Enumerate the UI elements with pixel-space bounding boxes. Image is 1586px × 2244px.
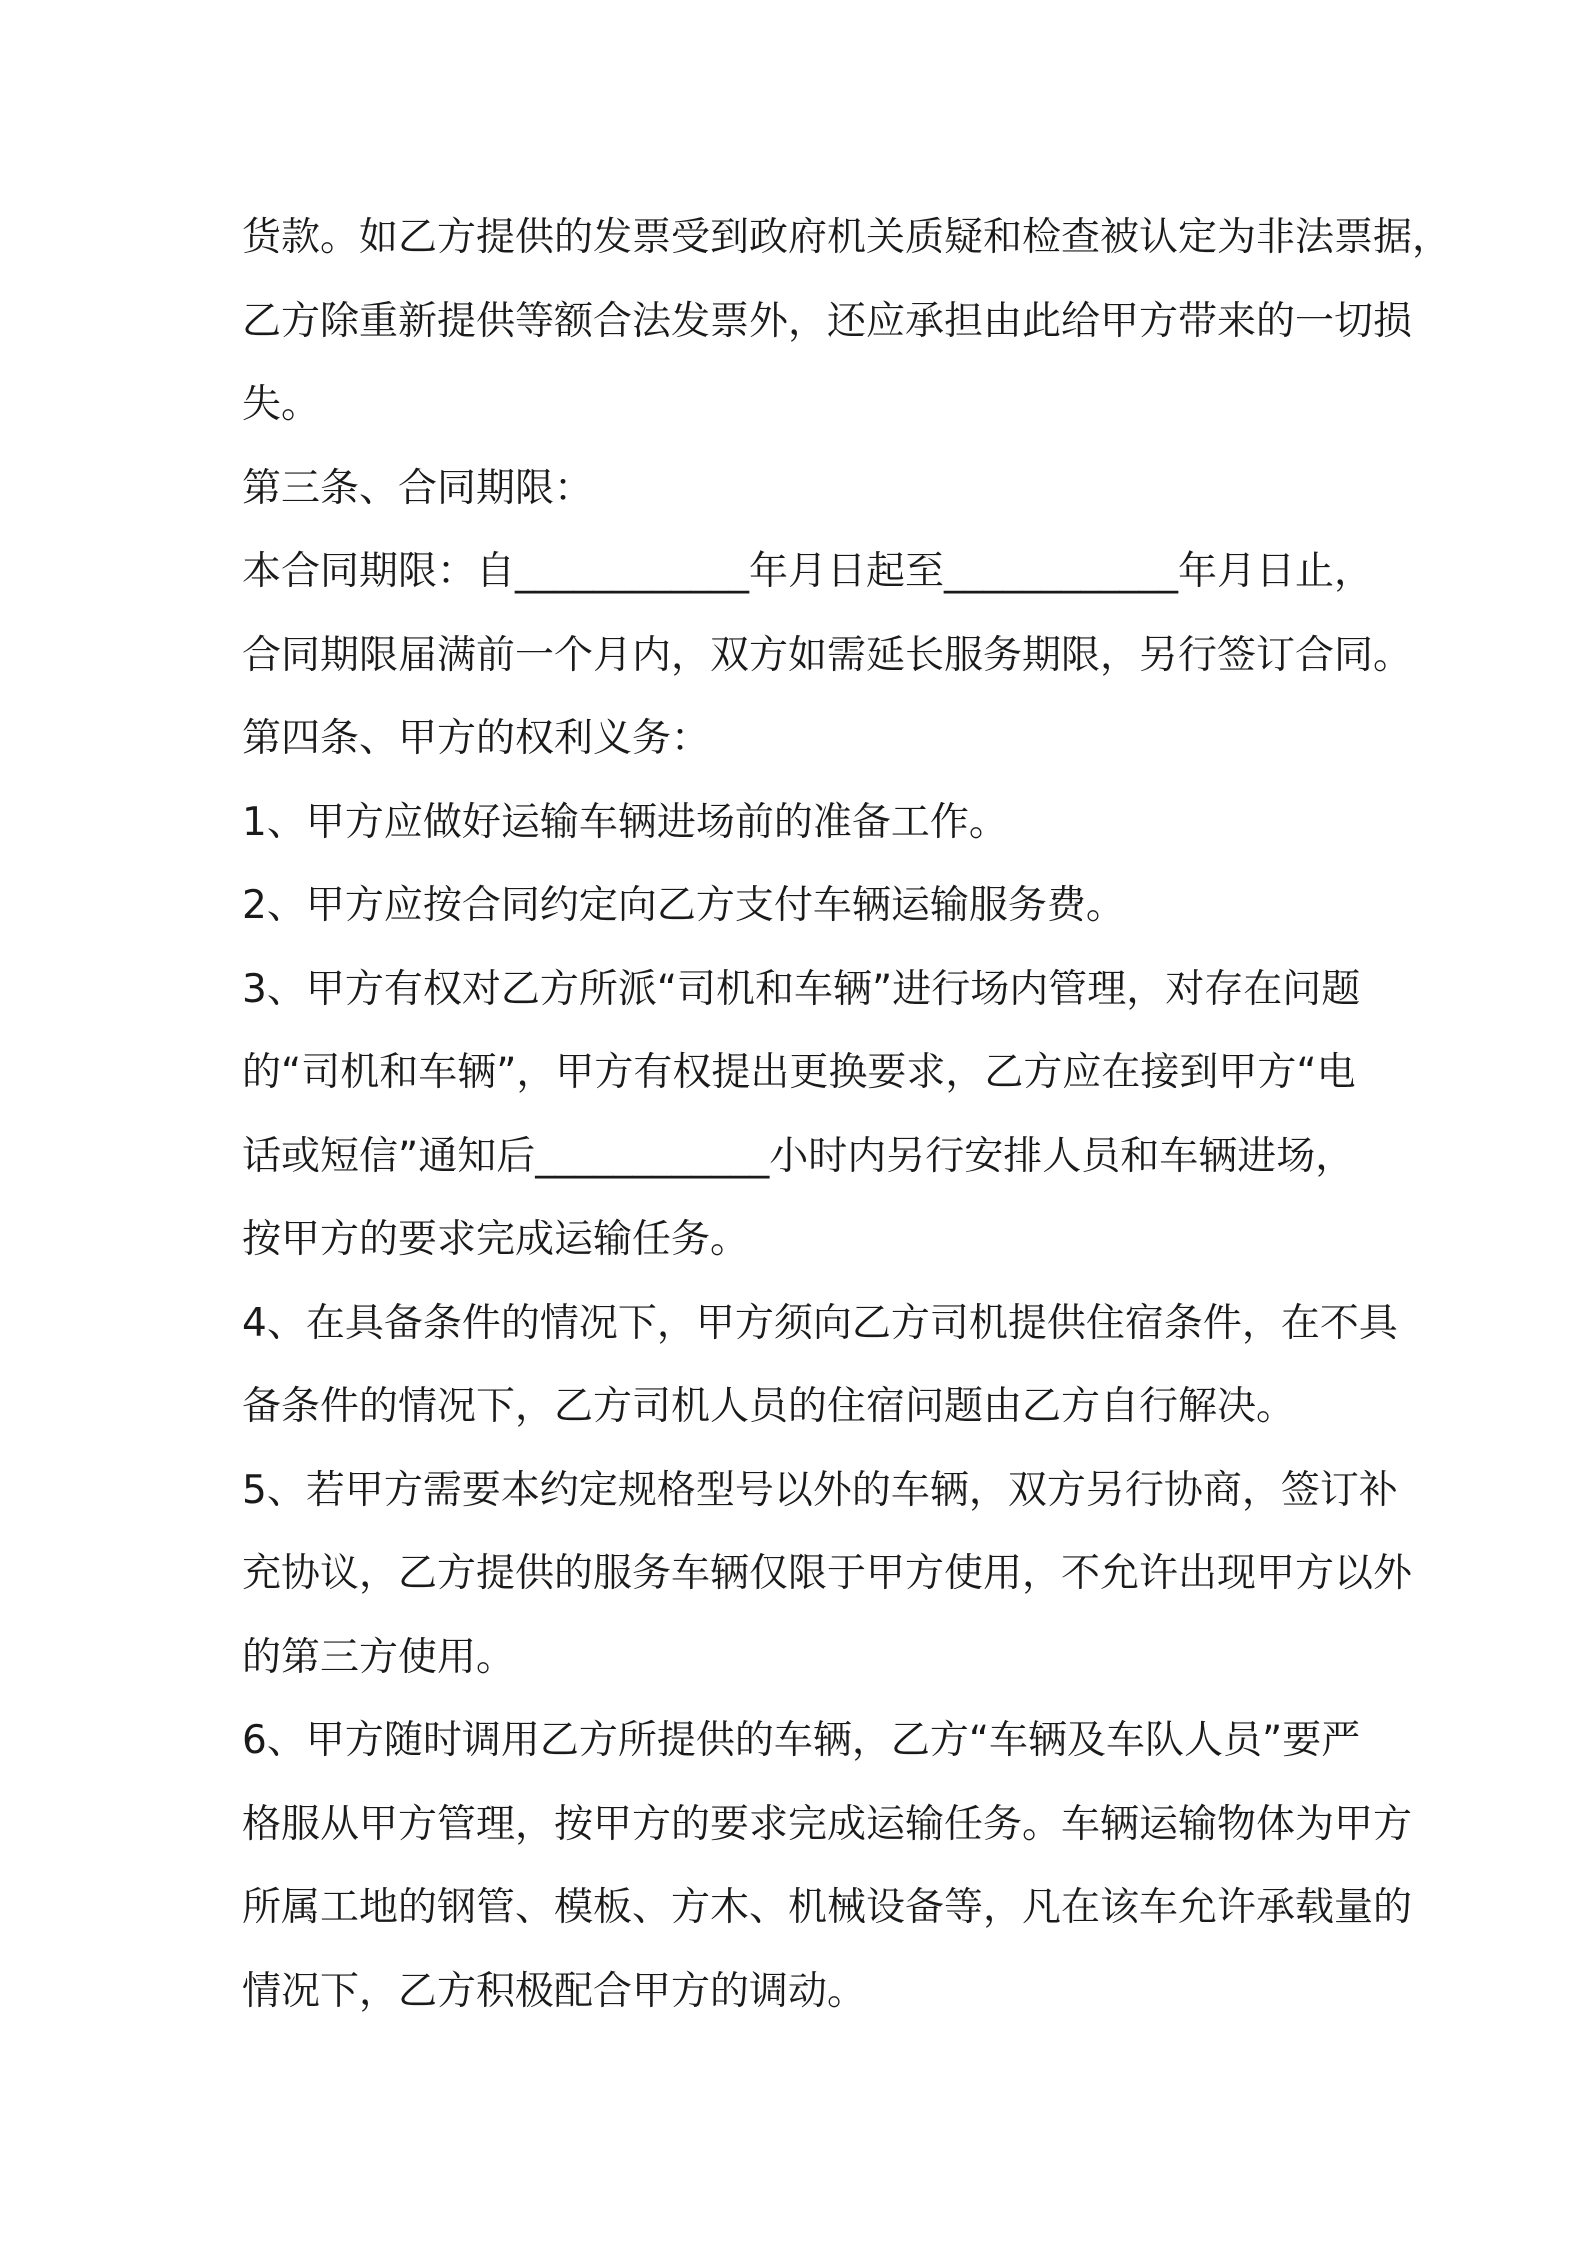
text-line: 本合同期限：自____________年月日起至____________年月日止， <box>242 549 1374 594</box>
text-line: 备条件的情况下，乙方司机人员的住宿问题由乙方自行解决。 <box>242 1384 1296 1429</box>
text-line: 失。 <box>242 382 321 427</box>
contract-text-body <box>242 196 1452 2033</box>
text-line: 乙方除重新提供等额合法发票外，还应承担由此给甲方带来的一切损 <box>242 298 1413 344</box>
clause-item-1: 1、甲方应做好运输车辆进场前的准备工作。 <box>242 799 1008 845</box>
clause-item-6: 6、甲方随时调用乙方所提供的车辆，乙方“车辆及车队人员”要严 <box>242 1718 1361 1763</box>
text-line: 的第三方使用。 <box>242 1634 516 1680</box>
text-line: 充协议，乙方提供的服务车辆仅限于甲方使用，不允许出现甲方以外 <box>242 1551 1413 1596</box>
clause-item-2: 2、甲方应按合同约定向乙方支付车辆运输服务费。 <box>242 883 1125 928</box>
text-line: 所属工地的钢管、模板、方木、机械设备等，凡在该车允许承载量的 <box>242 1885 1413 1930</box>
section-heading-article-3: 第三条、合同期限： <box>242 465 594 511</box>
text-line: 情况下，乙方积极配合甲方的调动。 <box>242 1968 867 2014</box>
text-line: 话或短信”通知后____________小时内另行安排人员和车辆进场， <box>242 1133 1355 1179</box>
text-line: 按甲方的要求完成运输任务。 <box>242 1217 750 1262</box>
text-line: 货款。如乙方提供的发票受到政府机关质疑和检查被认定为非法票据， <box>242 215 1452 260</box>
text-line: 合同期限届满前一个月内，双方如需延长服务期限，另行签订合同。 <box>242 632 1413 678</box>
clause-item-3: 3、甲方有权对乙方所派“司机和车辆”进行场内管理，对存在问题 <box>242 966 1361 1012</box>
section-heading-article-4: 第四条、甲方的权利义务： <box>242 716 711 761</box>
text-line: 的“司机和车辆”，甲方有权提出更换要求，乙方应在接到甲方“电 <box>242 1050 1356 1095</box>
clause-item-5: 5、若甲方需要本约定规格型号以外的车辆，双方另行协商，签订补 <box>242 1467 1398 1513</box>
clause-item-4: 4、在具备条件的情况下，甲方须向乙方司机提供住宿条件，在不具 <box>242 1300 1398 1346</box>
text-line: 格服从甲方管理，按甲方的要求完成运输任务。车辆运输物体为甲方 <box>242 1801 1413 1847</box>
